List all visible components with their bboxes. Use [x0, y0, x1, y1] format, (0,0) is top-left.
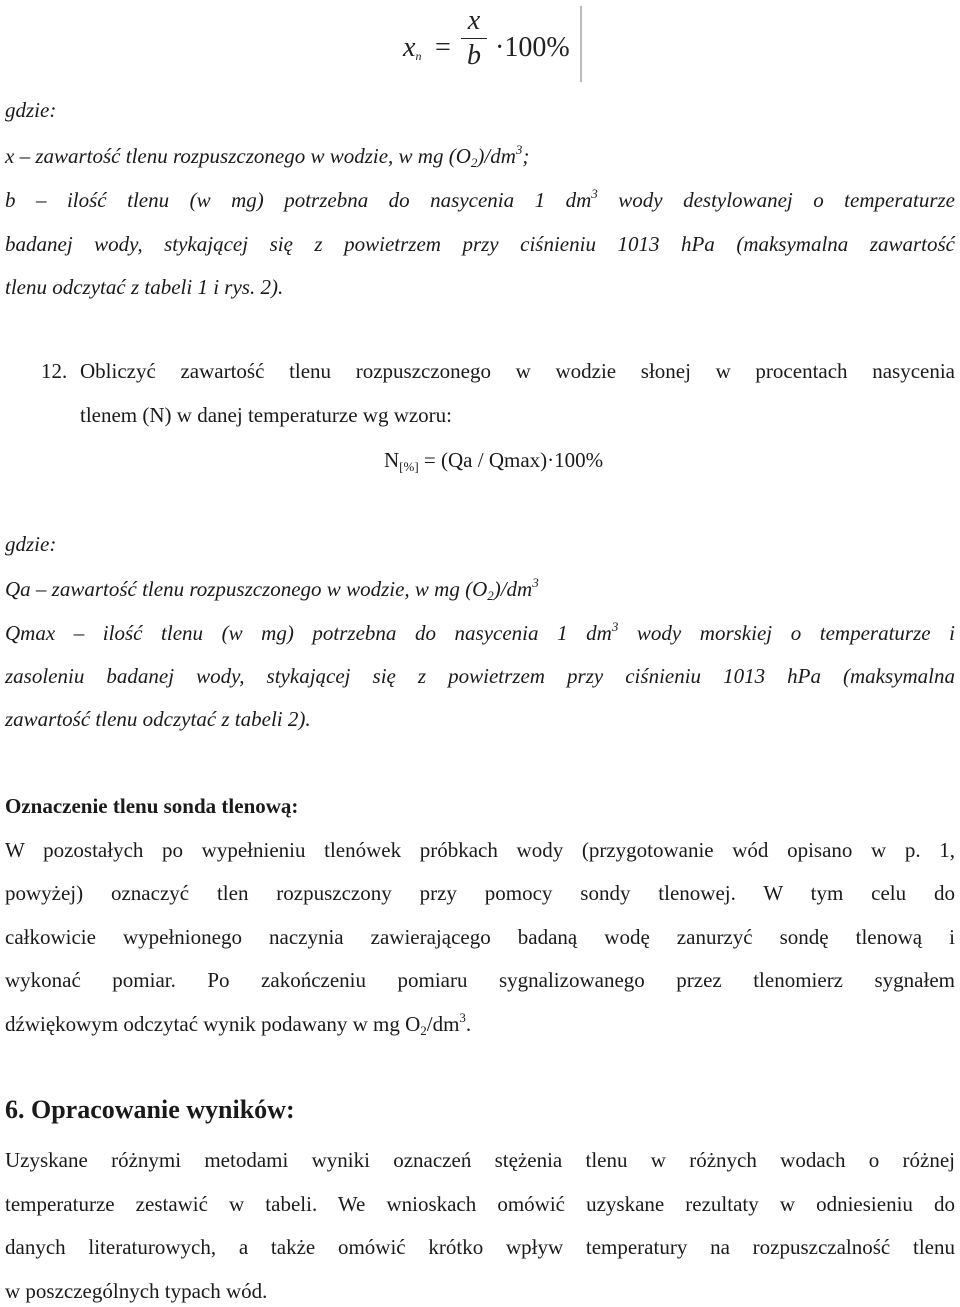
step-12-number: 12. [41, 359, 68, 383]
section-6-heading: 6. Opracowanie wyników: [5, 1095, 295, 1124]
sonda-line2: powyżej) oznaczyć tlen rozpuszczony przy pomocy sondy tlenowej. W tym celu do [5, 881, 955, 905]
gdzie-label-1: gdzie: [5, 98, 57, 122]
qmax-definition-line3: zawartość tlenu odczytać z tabeli 2). [5, 707, 311, 731]
formula-denominator: b [467, 40, 481, 71]
section-6-line1: Uzyskane różnymi metodami wyniki oznaczeń stężenia tlenu w różnych wodach o różnej [5, 1148, 955, 1172]
b-definition-line2: badanej wody, stykającej się z powietrzem przy ciśnieniu 1013 hPa (maksymalna zawartość [5, 232, 955, 256]
percent-saturation-formula: $N_{[\%]} = (Qa / Qmax)\cdot 100\%$ [384, 448, 604, 474]
sonda-line5: dźwiękowym odczytać wynik podawany w mg $O_2/dm^3$. [5, 1010, 472, 1038]
sonda-heading: Oznaczenie tlenu sonda tlenową: [5, 794, 299, 818]
qmax-definition-line1: Qmax – ilość tlenu (w mg) potrzebna do nasycenia 1 $dm^3$ wody morskiej o temperaturze i [5, 619, 955, 645]
formula-numerator: x [467, 5, 481, 36]
qa-definition: Qa – zawartość tlenu rozpuszczonego w wodzie, w mg $(O_2)/dm^3$ [5, 575, 539, 603]
sonda-line3: całkowicie wypełnionego naczynia zawierającego badaną wodę zanurzyć sondę tlenową i [5, 925, 955, 949]
b-definition-line3: tlenu odczytać z tabeli 1 i rys. 2). [5, 275, 284, 299]
formula-lhs: $x_n$ [403, 32, 422, 63]
x-definition: x – zawartość tlenu rozpuszczonego w wodzie, w mg $(O_2)/dm^3$; [5, 142, 530, 170]
section-6-line3: danych literaturowych, a także omówić krótko wpływ temperatury na rozpuszczalność tlenu [5, 1235, 955, 1259]
section-6-line2: temperaturze zestawić w tabeli. We wnioskach omówić uzyskane rezultaty w odniesieniu do [5, 1192, 955, 1216]
fraction-bar [461, 38, 487, 39]
formula-equals: = [435, 32, 451, 63]
formula-fraction [461, 6, 487, 71]
gdzie-label-2: gdzie: [5, 532, 57, 556]
formula-multiplier: ·100% [495, 32, 570, 63]
formula-image-edge [580, 6, 582, 82]
qmax-definition-line2: zasoleniu badanej wody, stykającej się z powietrzem przy ciśnieniu 1013 hPa (maksymalna [5, 664, 955, 688]
section-6-line4: w poszczególnych typach wód. [5, 1279, 268, 1303]
sonda-line1: W pozostałych po wypełnieniu tlenówek próbkach wody (przygotowanie wód opisano w p. 1, [5, 838, 955, 862]
b-definition-line1: b – ilość tlenu (w mg) potrzebna do nasycenia 1 $dm^3$ wody destylowanej o temperaturze [5, 186, 955, 212]
step-12-line2: tlenem (N) w danej temperaturze wg wzoru: [80, 403, 453, 427]
sonda-line4: wykonać pomiar. Po zakończeniu pomiaru sygnalizowanego przez tlenomierz sygnałem [5, 968, 955, 992]
step-12-line1: Obliczyć zawartość tlenu rozpuszczonego w wodzie słonej w procentach nasycenia [80, 359, 955, 383]
saturation-formula [403, 6, 583, 82]
